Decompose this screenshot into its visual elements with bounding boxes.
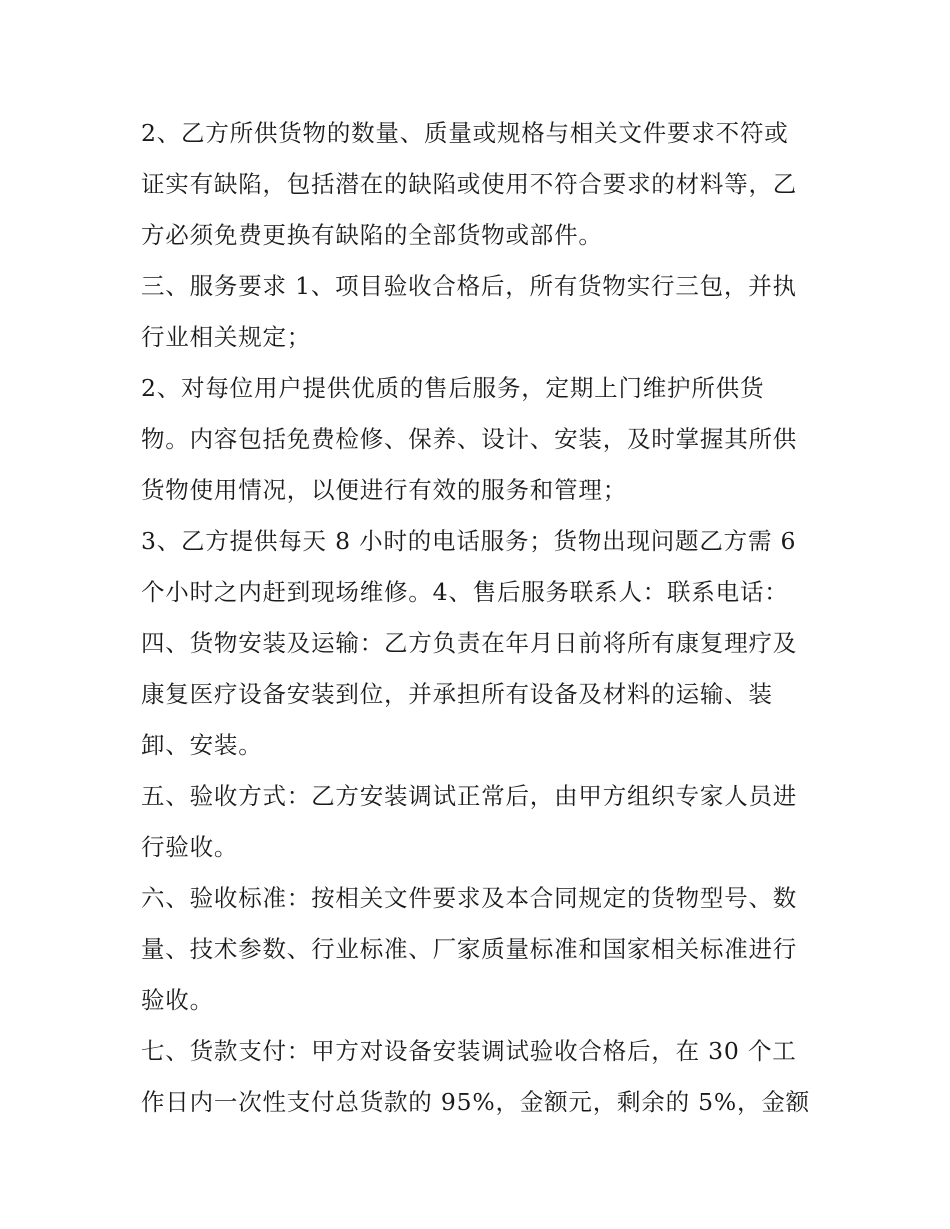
text-line: 2、对每位用户提供优质的售后服务，定期上门维护所供货 (141, 374, 765, 402)
text-line: 七、货款支付：甲方对设备安装调试验收合格后，在 30 个工 (141, 1037, 797, 1065)
document-body (141, 108, 821, 1128)
clause-payment (141, 1026, 821, 1128)
text-line: 作日内一次性支付总货款的 95%，金额元，剩余的 5%，金额 (141, 1088, 810, 1116)
text-line: 六、验收标准：按相关文件要求及本合同规定的货物型号、数 (141, 884, 798, 912)
text-line: 卸、安装。 (141, 731, 263, 759)
clause-acceptance-method (141, 771, 821, 873)
text-line: 个小时之内赶到现场维修。4、售后服务联系人：联系电话： (141, 578, 789, 606)
text-line: 行业相关规定； (141, 323, 312, 351)
clause-acceptance-standard (141, 873, 821, 1026)
text-line: 证实有缺陷，包括潜在的缺陷或使用不符合要求的材料等，乙 (141, 170, 798, 198)
text-line: 三、服务要求 1、项目验收合格后，所有货物实行三包，并执 (141, 272, 797, 300)
text-line: 3、乙方提供每天 8 小时的电话服务；货物出现问题乙方需 6 (141, 527, 797, 555)
text-line: 五、验收方式：乙方安装调试正常后，由甲方组织专家人员进 (141, 782, 798, 810)
text-line: 四、货物安装及运输：乙方负责在年月日前将所有康复理疗及 (141, 629, 798, 657)
text-line: 行验收。 (141, 833, 239, 861)
clause-phone-service (141, 516, 821, 618)
text-line: 物。内容包括免费检修、保养、设计、安装，及时掌握其所供 (141, 425, 798, 453)
text-line: 方必须免费更换有缺陷的全部货物或部件。 (141, 221, 603, 249)
clause-installation-transport (141, 618, 821, 771)
text-line: 康复医疗设备安装到位，并承担所有设备及材料的运输、装 (141, 680, 773, 708)
clause-defect-replacement (141, 108, 821, 261)
text-line: 货物使用情况，以便进行有效的服务和管理； (141, 476, 627, 504)
text-line: 验收。 (141, 986, 214, 1014)
text-line: 2、乙方所供货物的数量、质量或规格与相关文件要求不符或 (141, 119, 789, 147)
text-line: 量、技术参数、行业标准、厂家质量标准和国家相关标准进行 (141, 935, 798, 963)
clause-service-requirements (141, 261, 821, 363)
clause-after-sales-service (141, 363, 821, 516)
